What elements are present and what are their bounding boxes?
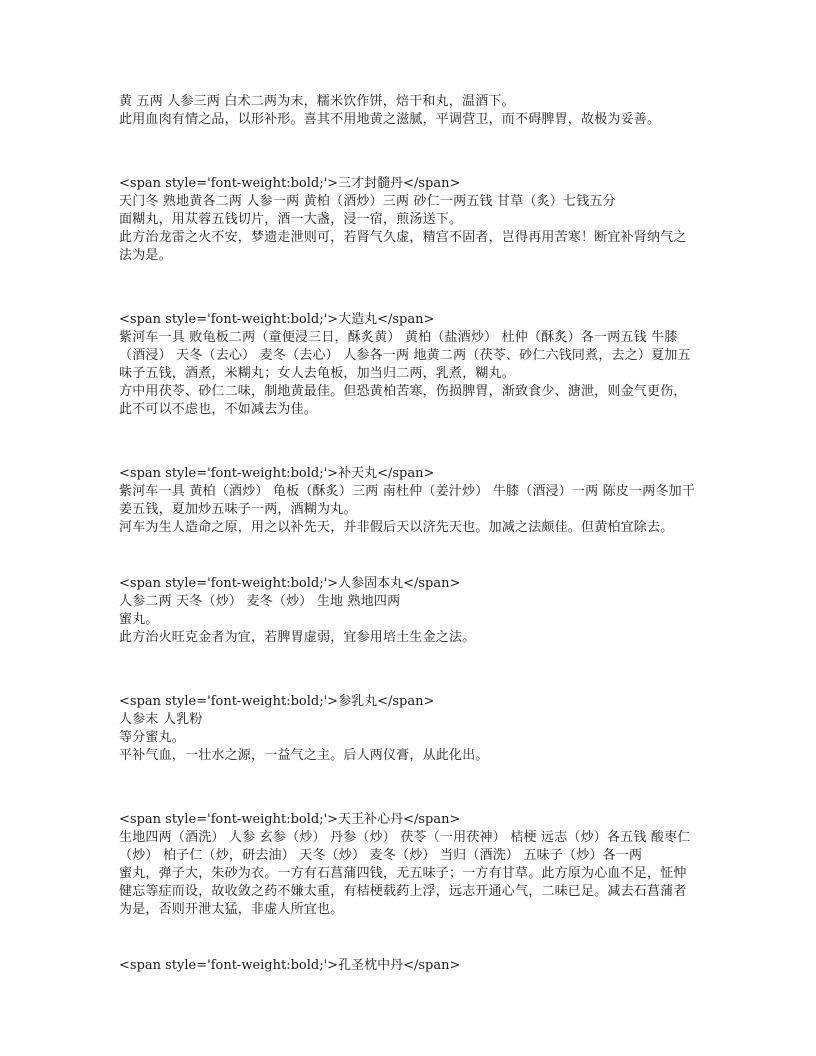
section-dazao-wan [119,311,699,419]
text-line: 此用血肉有情之品，以形补形。喜其不用地黄之滋腻，平调营卫，而不碍脾胃，故极为妥善。 [119,112,661,127]
text-line: 蜜丸。 [119,612,159,627]
section-heading: <span style='font-weight:bold;'>孔圣枕中丹</span> [119,958,461,973]
text-line: 等分蜜丸。 [119,730,186,745]
text-line: 平补气血，一壮水之源，一益气之主。后人两仪膏，从此化出。 [119,748,489,763]
text-line: 天门冬 熟地黄各二两 人参一两 黄柏（酒炒）三两 砂仁一两五钱 甘草（炙）七钱五分 [119,194,616,209]
section-heading: <span style='font-weight:bold;'>人参固本丸</span> [119,576,461,591]
text-line: 人参二两 天冬（炒） 麦冬（炒） 生地 熟地四两 [119,594,401,609]
text-line: 紫河车一具 黄柏（酒炒） 龟板（酥炙）三两 南杜仲（姜汁炒） 牛膝（酒浸）一两 陈皮一两冬加干姜五钱，夏加炒五味子一两，酒糊为丸。 [119,484,696,517]
section-heading: <span style='font-weight:bold;'>参乳丸</span> [119,694,435,709]
section-heading: <span style='font-weight:bold;'>天王补心丹</span> [119,812,461,827]
text-line: 紫河车一具 败龟板二两（童便浸三日，酥炙黄） 黄柏（盐酒炒） 杜仲（酥炙）各一两五钱 牛膝（酒浸） 天冬（去心） 麦冬（去心） 人参各一两 地黄二两（茯苓、砂仁六钱同煮，去之）夏加五味子五钱，酒煮，米糊丸；女人去龟板，加当归二两，乳煮，糊丸。 [119,330,691,381]
section-kongsheng-zhenzhong-dan [119,957,699,975]
text-line: 河车为生人造命之原，用之以补先天，并非假后天以济先天也。加减之法颇佳。但黄柏宜除去。 [119,520,674,535]
text-line: 生地四两（酒洗） 人参 玄参（炒） 丹参（炒） 茯苓（一用茯神） 桔梗 远志（炒）各五钱 酸枣仁（炒） 柏子仁（炒，研去油） 天冬（炒） 麦冬（炒） 当归（酒洗） 五味子（炒）各一两 [119,830,691,863]
text-line: 蜜丸，弹子大，朱砂为衣。一方有石菖蒲四钱，无五味子；一方有甘草。此方原为心血不足，怔忡健忘等症而设，故收敛之药不嫌太重，有桔梗载药上浮，远志开通心气，二味已足。减去石菖蒲者为是，否则开泄太猛，非虚人所宜也。 [119,866,687,917]
text-line: 面糊丸，用苁蓉五钱切片，酒一大盏，浸一宿，煎汤送下。 [119,212,463,227]
section-butian-wan [119,465,699,537]
section-gap [119,129,699,175]
text-line: 黄 五两 人参三两 白术二两为末，糯米饮作饼，焙干和丸，温酒下。 [119,94,515,109]
section-heading: <span style='font-weight:bold;'>三才封髓丹</span> [119,176,461,191]
text-line: 方中用茯苓、砂仁二味，制地黄最佳。但恐黄柏苦寒，伤损脾胃，渐致食少、溏泄，则金气更伤，此不可以不虑也，不如减去为佳。 [119,384,687,417]
section-heading: <span style='font-weight:bold;'>补天丸</span> [119,466,435,481]
intro-section [119,93,699,129]
text-line: 此方治龙雷之火不安，梦遗走泄则可，若肾气久虚，精宫不固者，岂得再用苦寒！断宜补肾纳气之法为是。 [119,230,687,263]
document-page [119,93,699,975]
text-line: 人参末 人乳粉 [119,712,203,727]
section-gap [119,265,699,311]
section-gap [119,919,699,957]
section-gap [119,419,699,465]
section-sancai-fengsui-dan [119,175,699,265]
section-gap [119,537,699,575]
section-tianwang-buxin-dan [119,811,699,919]
text-line: 此方治火旺克金者为宜，若脾胃虚弱，宜参用培土生金之法。 [119,630,476,645]
section-heading: <span style='font-weight:bold;'>大造丸</span> [119,312,435,327]
section-gap [119,647,699,693]
section-canru-wan [119,693,699,765]
section-gap [119,765,699,811]
section-renshen-guben-wan [119,575,699,647]
